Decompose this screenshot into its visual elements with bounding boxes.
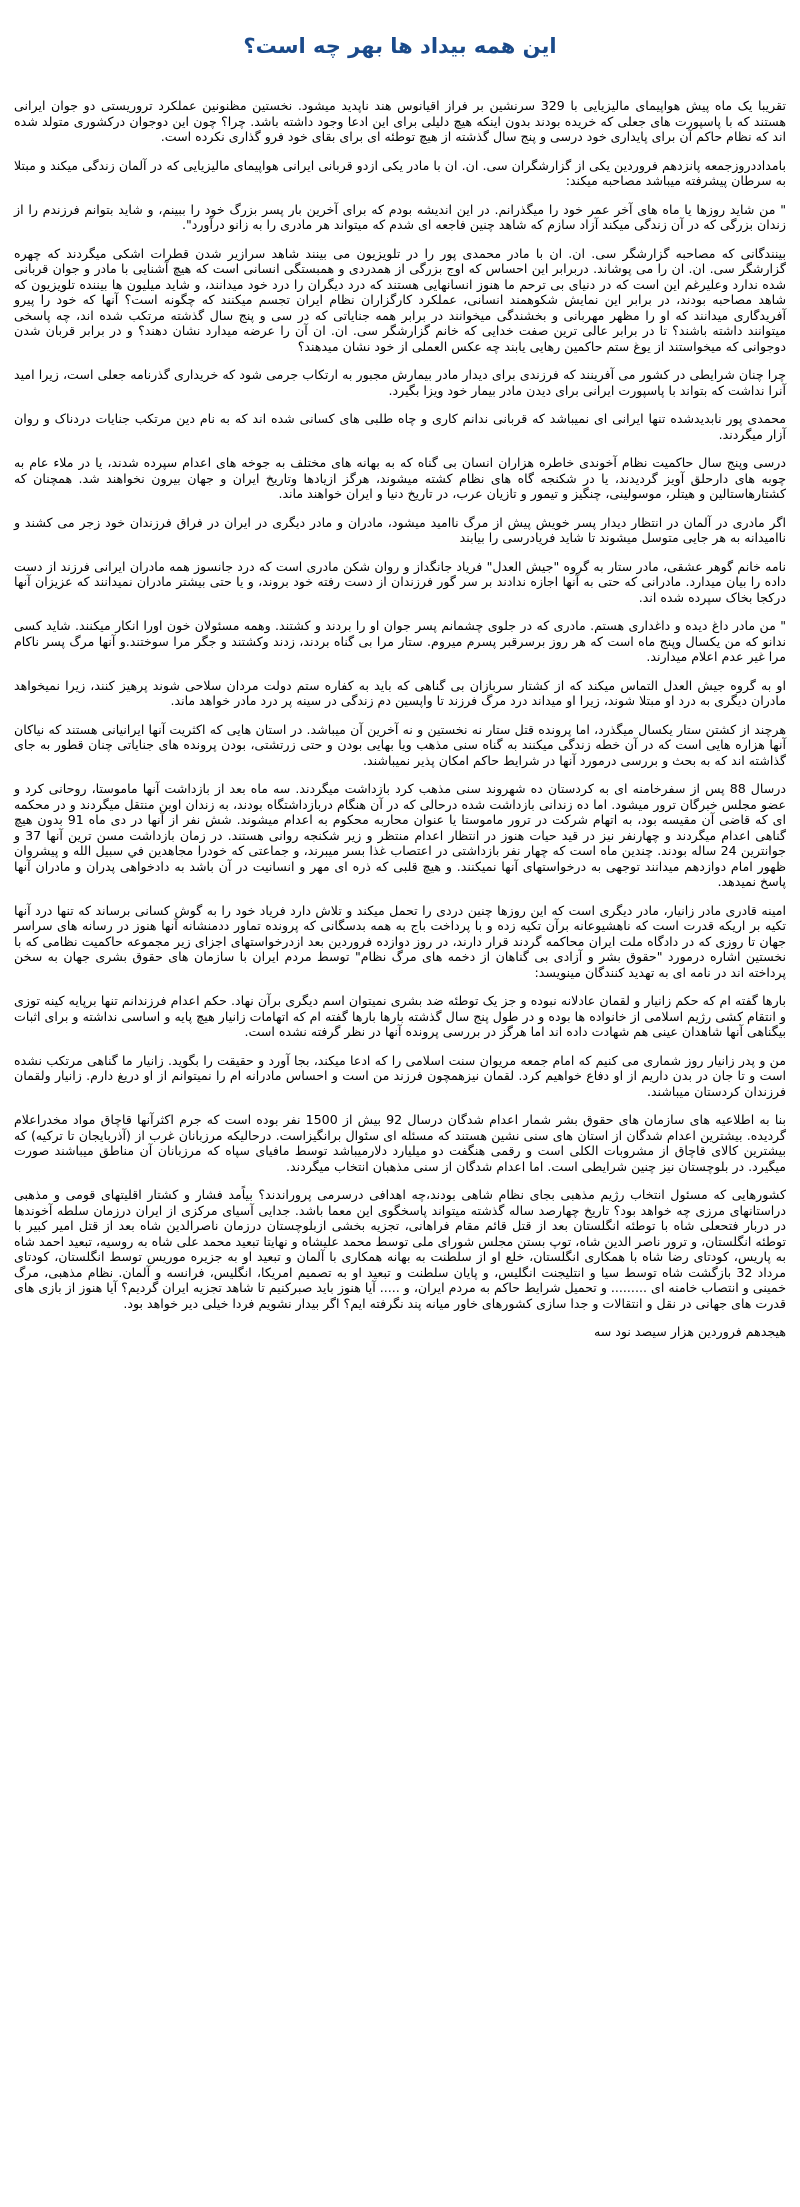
- paragraph: درسال 88 پس از سفرخامنه ای به کردستان ده شهروند سنی مذهب کرد بازداشت میگردند. سه ماه بعد از بازداشت آنها ماموستا، روحانی کرد و عضو مجلس خبرگان ترور میشود. اما ده زندانی بازداشت شده درحالی که در آن هنگام دربازداشتگاه بودند، به زندان اوین منتقل میگردند و در محکمه ای که قاضی آن مقیسه بود، به اتهام شرکت در ترور ماموستا یا عنوان محاربه محکوم به اعدام میشوند. شش نفر از آنها در دی ماه 91 بدون هیچ گناهی اعدام میگردند و چهارنفر نیز در قید حیات هنوز در انتظار اعدام منتظر و زیر شکنجه روانی هستند. در زمان بازداشت مسن ترین آنها 37 و جوانترین 24 ساله بودند. چندین ماه است که چهار نفر بازداشتی در اعتصاب غذا بسر میبرند، و جماعتی که خودرا مجاهدین في سبیل الله و پیشروان ظهور امام دوازدهم میدانند توجهی به درخواستهای آنها نمیکنند. و هیچ قلبی که ذره ای مهر و انسانیت در آن باشد به دادخواهی پدران و مادران آنها پاسخ نمیدهد.: [14, 781, 787, 889]
- paragraph: محمدی پور نابدیدشده تنها ایرانی ای نمیباشد که قربانی ندانم کاری و چاه طلبی های کسانی شده اند که به نام دین مرتکب جنایات دردناک و روان آزار میگردند.: [14, 411, 786, 442]
- paragraph: من و پدر زانیار روز شماری می کنیم که امام جمعه مریوان سنت اسلامی را که ادعا میکند، بجا آورد و حقیقت را بگوید. زانیار ما گناهی مرتکب نشده است و تا جان در بدن داریم از او دفاع خواهیم کرد. لقمان نیزهمچون فرزند من است و احساس مادرانه ام را نمیتوانم از او دریغ دارم. زانیار ولقمان فرزندان کردستان میباشند.: [14, 1052, 786, 1099]
- paragraph: بینندگانی که مصاحبه گزارشگر سی. ان. ان با مادر محمدی پور را در تلویزیون می بینند شاهد سرازیر شدن قطرات اشکی میگردند که چهره گزارشگر سی. ان. ان را می پوشاند. دربرابر این احساس که اوج بزرگی از همدردی و همبستگی انسانی است که هیچ آشنایی با مادر و جوان قربانی شده ندارد وعلیرغم این است که در دنیای بی ترحم ما هنوز انسانهایی هستند که درد دیگران را درد خود میدانند، و شاید میلیون ها بیننده تلویزیون که شاهد مصاحبه بودند، در برابر این نمایش شکوهمند انسانی، عملکرد کارگزاران نظام ایران تجسم میکنند که چگونه است؟ آنها که خود را پیرو آفریدگاری میدانند که او را مظهر مهربانی و بخشندگی میخوانند در برابر همه جنایاتی که در سی و پنج سال گذشته مرتکب شده اند، چه پاسخی میتوانند داشته باشند؟ تا در برابر عالی ترین صفت خدایی که خانم گزارشگر سی. ان. ان آن را عرضه میدارد نشان دهند؟ و در برابر قربان شدن دوجوانی که میخواستند از یوغ ستم حاکمین رهایی یابند چه عکس العملی از خود نشان میدهند؟: [14, 245, 786, 354]
- page-title: این همه بیداد ها بهر چه است؟: [243, 34, 557, 58]
- paragraph: بنا به اطلاعیه های سازمان های حقوق بشر شمار اعدام شدگان درسال 92 بیش از 1500 نفر بوده است که جرم اکثرآنها قاچاق مواد مخدراعلام گردیده. بیشترین اعدام شدگان از استان های سنی نشین هستند که مسئله ای سئوال برانگیزاست. درحالیکه مرزبانان غرب از (آذربایجان تا ترکیه) که بیشترین کالای قاچاق از مشروبات الکلی است و رقمی هنگفت دو میلیارد دلارمیباشد توسط مافیای سپاه که مرزبانان آن مناطق میباشند صورت میگیرد. در بلوچستان نیز چنین شرایطی است. اما اعدام شدگان از سنی مذهبان انتخاب میگردند.: [14, 1112, 786, 1174]
- paragraph: درسی وپنج سال حاکمیت نظام آخوندی خاطره هزاران انسان بی گناه که به بهانه های مختلف به جوخه های اعدام سپرده شدند، یا در ملاء عام به چوبه های دارحلق آویز گردیدند، یا در شکنجه گاه های نظام کشته میشوند، هرگز ازیادها وتاریخ ایران و جهان بیرون نخواهند شد. همچنان که کشتارهاستالین و هیتلر، موسولینی، چنگیز و تیمور و تازیان عرب، در تاریخ دنیا و ایران خواهند ماند.: [14, 455, 786, 501]
- article-body: [14, 98, 786, 1340]
- paragraph: چرا چنان شرایطی در کشور می آفرینند که فرزندی برای دیدار مادر بیمارش مجبور به ارتکاب جرمی شود که خریداری گذرنامه جعلی است، زیرا امید آنرا نداشت که بتواند با پاسپورت ایرانی برای دیدن مادر بیمار خود ویزا بگیرد.: [14, 367, 786, 398]
- article-date: هیجدهم فروردین هزار سیصد نود سه: [593, 1324, 786, 1339]
- paragraph: نامه خانم گوهر عشقی، مادر ستار به گروه "جیش العدل" فریاد جانگداز و روان شکن مادری است که درد جانسوز همه مادران ایرانی فرزند از دست داده را بیان میدارد. مادرانی که حتی به آنها اجازه ندادند بر سر گور فرزندان از دست رفته خود بروند، و یا حتی بیشتر مادران نمیدانند که عزیزان آنها درکجا بخاک سپرده شده اند.: [14, 558, 786, 605]
- paragraph: او به گروه جیش العدل التماس میکند که از کشتار سربازان بی گناهی که باید به کفاره ستم دولت مردان سلاحی شوند پرهیز کنند، زیرا نمیخواهد مادران دیگری به درد او مبتلا شوند، زیرا او میداند درد مرگ فرزند تا واپسین دم زندگی در سینه پر درد مادر خواهد ماند.: [14, 677, 786, 708]
- paragraph: اگر مادری در آلمان در انتظار دیدار پسر خویش پیش از مرگ ناامید میشود، مادران و مادر دیگری در ایران در فراق فرزندان خود زجر می کشند و ناامیدانه به هر جایی متوسل میشوند تا شاید فریادرسی را بیابند: [14, 514, 786, 545]
- paragraph: تقریبا یک ماه پیش هواپیمای مالیزیایی با 329 سرنشین بر فراز اقیانوس هند ناپدید میشود. نخستین مظنونین عملکرد تروریستی دو جوان ایرانی هستند که با پاسپورت های جعلی که خریده بودند بدون اینکه هیچ دلیلی برای این ادعا وجود داشته باشد. چرا؟ چون این دوجوان درکشوری متولد شده اند که نظام حاکم آن برای پایداری خود درسی و پنج سال گذشته از هیچ توطئه ای برای بقای خود فرو گذاری نکرده است.: [14, 98, 786, 144]
- paragraph: هرچند از کشتن ستار یکسال میگذرد، اما پرونده قتل ستار نه نخستین و نه آخرین آن میباشد. در استان هایی که اکثریت آنها ایرانیانی هستند که نیاکان آنها هزاره هایی است که در آن خطه زندگی میکنند به گناه سنی مذهب ویا بهایی بودن و حتی زرتشتی، بودن پرونده های جنایاتی چنان قطور به جای گذاشته اند که به بحث و بررسی درمورد آنها در شرایط حاکم امکان پذیر نمیباشند.: [14, 721, 786, 768]
- paragraph: بامداددروزجمعه پانزدهم فروردین یکی از گزارشگران سی. ان. ان با مادر یکی ازدو قربانی ایرانی هواپیمای مالیزیایی که در آلمان زندگی میکند و مبتلا به سرطان پیشرفته میباشد مصاحبه میکند:: [14, 157, 786, 188]
- paragraph: " من مادر داغ دیده و داغداری هستم. مادری که در جلوی چشمانم پسر جوان او را بردند و کشتند. وهمه مسئولان خون اورا انکار میکنند. شاید کسی ندانو که من یکسال وپنج ماه است که هر روز برسرقبر پسرم میروم. ستار مرا بی گناه بردند، زدند وکشتند و جگر مرا سوختند.و آنها مرگ پسر ناکام مرا غیر عدم اعلام میدارند.: [14, 618, 786, 664]
- paragraph: بارها گفته ام که حکم زانیار و لقمان عادلانه نبوده و جز یک توطئه ضد بشری نمیتوان اسم دیگری برآن نهاد. حکم اعدام فرزندانم تنها برپایه کینه توزی و انتقام کشی رژیم اسلامی از خانواده ها بوده و در طول پنج سال گذشته بارها بارها گفته ام که اتهامات زانیار هیچ پایه و اساسی نداشته و برای اثبات بیگناهی آنها شاهدان عینی هم شهادت داده اند اما هرگز در بررسی پرونده آنها در نظر گرفته نشده است.: [14, 993, 786, 1039]
- paragraph: امینه قادری مادر زانیار، مادر دیگری است که این روزها چنین دردی را تحمل میکند و تلاش دارد فریاد خود را به گوش کسانی برساند که تنها درد آنها تکیه بر اریکه قدرت است که ناهشیوعانه برآن تکیه زده و با پرداخت باج به همه بدسگانی که پرونده تماور ددمنشانه آنها هنوز در رسانه های سراسر جهان تا روزی که در دادگاه ملت ایران محاکمه گردند قرار دارند، در روز دوازده فروردین بعد ازدرخواستهای اجزای زیر مجموعه حاکمیت نظامی که با نخستین اشاره درمورد "حقوق بشر و آزادی بی گناهان از دخمه های مرگ نظام" توسط مردم ایران با سازمان های حقوق بشری جهان به سخن پرداخته اند در نامه ای به تهدید کنندگان مینویسد:: [14, 902, 786, 980]
- paragraph: کشورهایی که مسئول انتخاب رژیم مذهبی بجای نظام شاهی بودند،چه اهدافی درسرمی پروراندند؟ بیاًمد فشار و کشتار اقلیتهای قومی و مذهبی دراستانهای مرزی چه خواهد بود؟ تاریخ چهارصد ساله گذشته میتواند پاسخگوی این معما باشد. جدایی آسیای مرکزی از ایران درزمان سلطه آخوندها در دربار فتحعلی شاه با توطئه انگلستان بعد از قتل قائم مقام فراهانی، تجزیه بخشی ازبلوچستان درزمان ناصرالدین شاه بعد از قتل امیر کبیر با توطئه انگلستان، و ترور ناصر الدین شاه، توپ بستن مجلس شورای ملی توسط محمد علیشاه و نهایتا تبعید محمد علی شاه به روسیه، تبعید احمد شاه به پاریس، کودتای رضا شاه با همکاری انگلستان، خلع او از سلطنت به بهانه همکاری با آلمان و تبعید او به جزیره موریس توسط انگلستان، کودتای مرداد 32 بازگشت شاه توسط سیا و انتلیجنت انگلیس، و پایان سلطنت و تبعید او به تصمیم امریکا، انگلیس، فرانسه و آلمان. نظام مذهبی، مرگ خمینی و انتصاب خامنه ای ......... و تحمیل شرایط حاکم به مردم ایران، و ..... آیا هنوز باید صبرکنیم تا شاهد تجزیه ایران گردیم؟ آیا هنوز از بازی های قدرت های جهانی در نقل و انتقالات و جدا سازی کشورهای خاور میانه پند نگرفته ایم؟ اگر بیدار نشویم فردا خیلی دیر خواهد بود.: [14, 1187, 786, 1311]
- paragraph: " من شاید روزها یا ماه های آخر عمر خود را میگذرانم. در این اندیشه بودم که برای آخرین بار پسر بزرگ خود را ببینم، و شاید بتوانم فرزندم را از زندان بزرگی که در آن زندگی میکند آزاد سازم که شاهد چنین فاجعه ای شدم که میتواند هر مادری را به زانو درآورد".: [14, 201, 786, 232]
